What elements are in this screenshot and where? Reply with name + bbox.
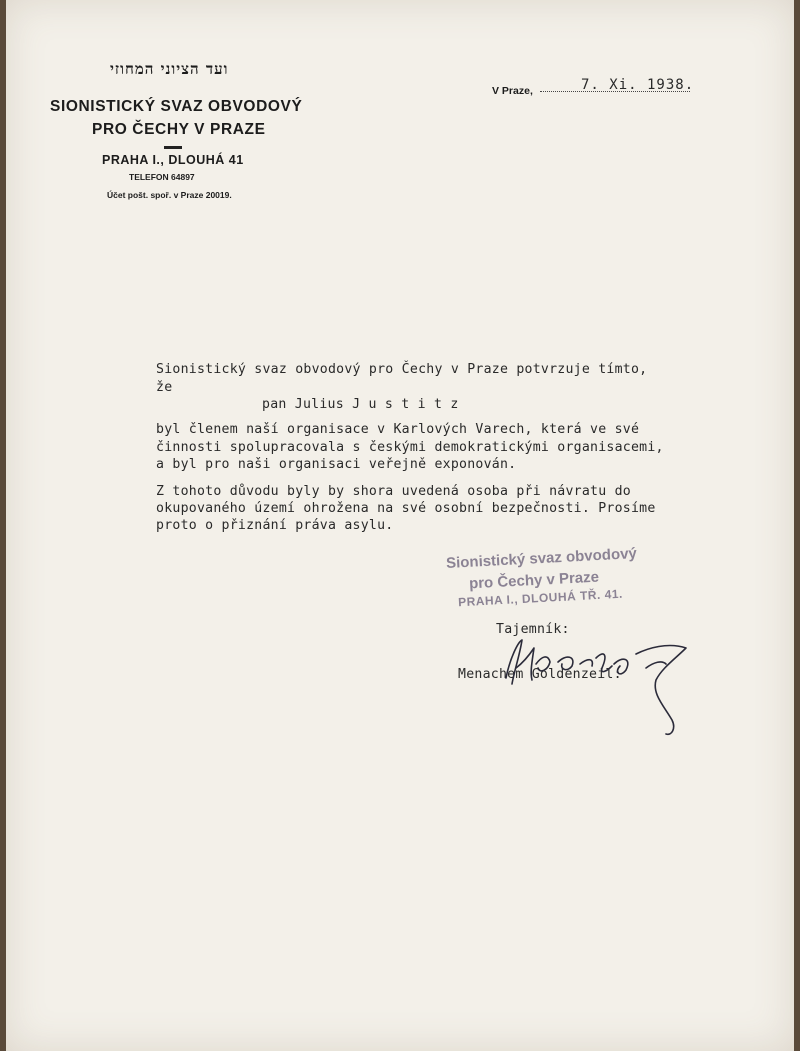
org-name-line1: SIONISTICKÝ SVAZ OBVODOVÝ bbox=[50, 98, 303, 115]
body-paragraph-line: byl členem naší organisace v Karlových Varech, která ve své bbox=[156, 422, 640, 437]
date-place: V Praze, bbox=[492, 85, 533, 97]
body-intro-line: Sionistický svaz obvodový pro Čechy v Praze potvrzuje tímto, bbox=[156, 362, 648, 377]
body-that-line: že bbox=[156, 380, 173, 395]
body-paragraph-line: a byl pro naši organisaci veřejně exponován. bbox=[156, 457, 517, 472]
letterhead-divider bbox=[164, 146, 182, 149]
date-value: 7. Xi. 1938. bbox=[581, 77, 695, 93]
hebrew-org-name: ועד הציוני המחוזי bbox=[110, 60, 229, 78]
stamp-line3: PRAHA I., DLOUHÁ TŘ. 41. bbox=[457, 586, 624, 610]
body-paragraph-line: činnosti spolupracovala s českými demokratickými organisacemi, bbox=[156, 440, 664, 455]
org-postal-account: Účet pošt. spoř. v Praze 20019. bbox=[107, 190, 232, 200]
org-name-line2: PRO ČECHY V PRAZE bbox=[92, 121, 266, 138]
stamp-line1: Sionistický svaz obvodový bbox=[445, 545, 638, 572]
signatory-name: Menachem Goldenzeil: bbox=[458, 667, 622, 682]
stamp-line2: pro Čechy v Praze bbox=[468, 568, 600, 593]
body-paragraph-line: proto o přiznání práva asylu. bbox=[156, 518, 394, 533]
body-person-line: pan Julius J u s t i t z bbox=[262, 397, 459, 412]
body-paragraph-line: Z tohoto důvodu byly by shora uvedená osoba při návratu do bbox=[156, 484, 631, 499]
letter-page bbox=[6, 0, 794, 1051]
handwritten-signature bbox=[496, 628, 706, 738]
org-address: PRAHA I., DLOUHÁ 41 bbox=[102, 153, 244, 167]
body-paragraph-line: okupovaného území ohrožena na své osobní bezpečnosti. Prosíme bbox=[156, 501, 656, 516]
signatory-title: Tajemník: bbox=[496, 622, 570, 637]
org-phone: TELEFON 64897 bbox=[129, 172, 195, 182]
